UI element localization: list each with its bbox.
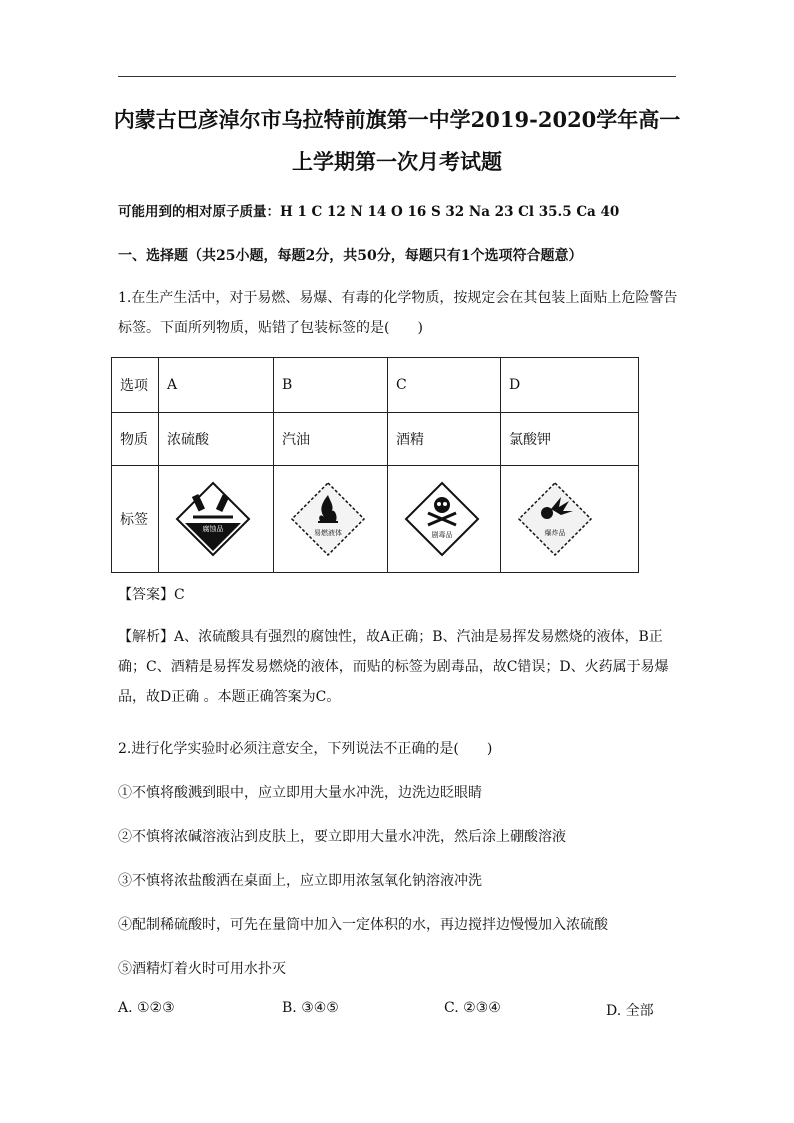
hazard-label: 易燃液体 xyxy=(314,529,342,537)
question-1-stem: 1.在生产生活中，对于易燃、易爆、有毒的化学物质，按规定会在其包装上面贴上危险警告标签。下面所列物质，贴错了包装标签的是( ) xyxy=(118,290,678,336)
hazard-label: 爆炸品 xyxy=(544,529,566,537)
hazard-label: 腐蚀品 xyxy=(202,525,224,533)
explosive-hazard-icon xyxy=(517,481,593,557)
table-cell xyxy=(159,466,274,573)
table-cell xyxy=(388,466,501,573)
table-cell: 浓硫酸 xyxy=(159,413,274,466)
list-item: ②不慎将浓碱溶液沾到皮肤上，要立即用大量水冲洗，然后涂上硼酸溶液 xyxy=(118,829,566,845)
table-cell: 标签 xyxy=(112,466,159,573)
table-cell: 汽油 xyxy=(274,413,388,466)
hazard-label: 剧毒品 xyxy=(431,531,453,539)
choice-d: D. 全部 xyxy=(606,1003,654,1019)
header-rule xyxy=(118,76,676,77)
atomic-mass-note: 可能用到的相对原子质量：H 1 C 12 N 14 O 16 S 32 Na 23 Cl 35.5 Ca 40 xyxy=(118,204,620,220)
section-heading: 一、选择题（共25小题，每题2分，共50分，每题只有1个选项符合题意） xyxy=(118,248,583,264)
list-item: ①不慎将酸溅到眼中，应立即用大量水冲洗，边洗边眨眼睛 xyxy=(118,785,482,801)
corrosive-hazard-icon xyxy=(175,481,251,557)
choice-c: C. ②③④ xyxy=(444,1000,501,1016)
table-cell: B xyxy=(274,358,388,413)
table-cell: A xyxy=(159,358,274,413)
page-title-line-2: 上学期第一次月考试题 xyxy=(292,149,502,174)
table-cell xyxy=(274,466,388,573)
table-cell: C xyxy=(388,358,501,413)
page-title-line-1: 内蒙古巴彦淖尔市乌拉特前旗第一中学2019-2020学年高一 xyxy=(113,107,681,132)
choice-b: B. ③④⑤ xyxy=(282,1000,339,1016)
table-row xyxy=(112,413,639,466)
question-2-stem: 2.进行化学实验时必须注意安全，下列说法不正确的是( ) xyxy=(118,741,493,757)
list-item: ⑤酒精灯着火时可用水扑灭 xyxy=(118,961,286,977)
options-table xyxy=(111,357,639,573)
answer-line: 【答案】C xyxy=(118,587,185,603)
list-item: ③不慎将浓盐酸洒在桌面上，应立即用浓氢氧化钠溶液冲洗 xyxy=(118,873,482,889)
analysis-text: 【解析】A、浓硫酸具有强烈的腐蚀性，故A正确；B、汽油是易挥发易燃烧的液体，B正确；C、酒精是易挥发易燃烧的液体，而贴的标签为剧毒品，故C错误；D、火药属于易爆品，故D正确 。本题正确答案为C。 xyxy=(118,629,669,705)
list-item: ④配制稀硫酸时，可先在量筒中加入一定体积的水，再边搅拌边慢慢加入浓硫酸 xyxy=(118,917,608,933)
toxic-hazard-icon xyxy=(404,481,480,557)
table-cell: 物质 xyxy=(112,413,159,466)
flammable-liquid-icon xyxy=(290,481,366,557)
choice-a: A. ①②③ xyxy=(118,1000,175,1016)
table-row xyxy=(112,466,639,573)
table-cell: 氯酸钾 xyxy=(501,413,639,466)
table-cell: 选项 xyxy=(112,358,159,413)
table-row xyxy=(112,358,639,413)
table-cell: D xyxy=(501,358,639,413)
table-cell: 酒精 xyxy=(388,413,501,466)
table-cell xyxy=(501,466,639,573)
